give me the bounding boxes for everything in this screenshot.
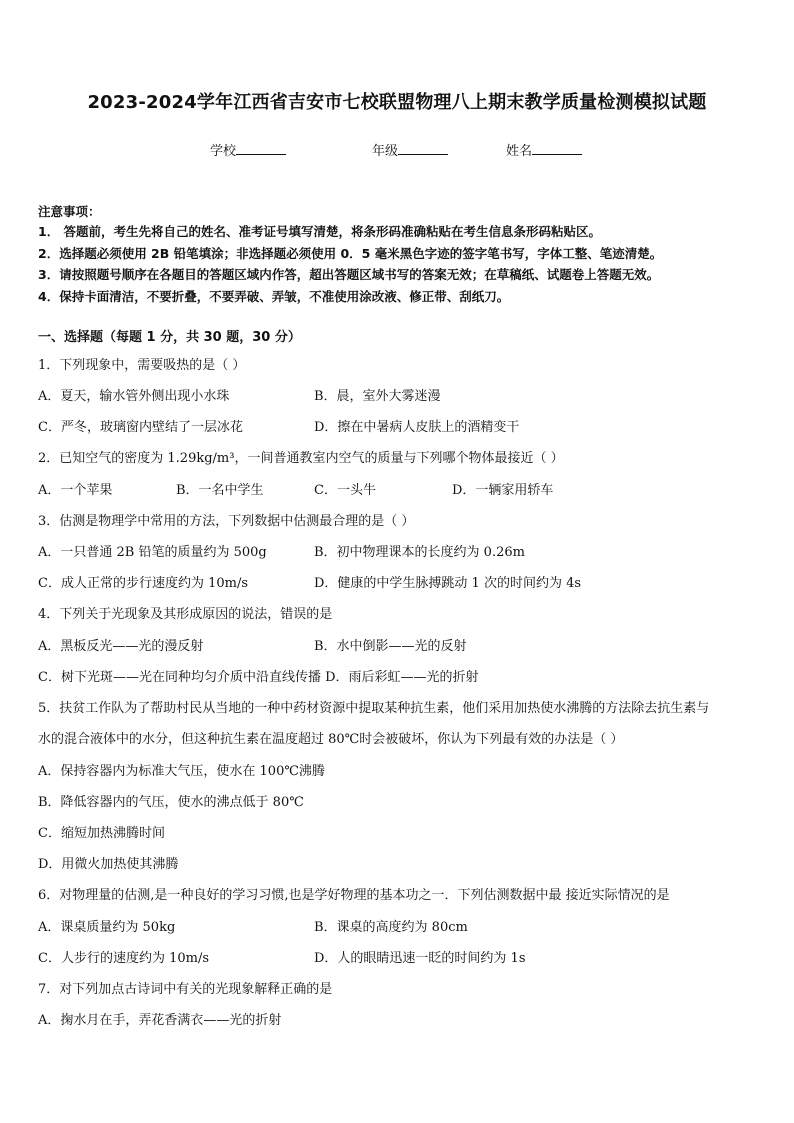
q6-option-c: C．人步行的速度约为 10m/s	[38, 951, 209, 966]
q2-option-b: B．一名中学生	[176, 483, 264, 498]
school-blank[interactable]	[236, 142, 286, 155]
q5-option-a: A．保持容器内为标准大气压，使水在 100℃沸腾	[38, 764, 325, 779]
note-item-1: 1． 答题前，考生先将自己的姓名、准考证号填写清楚，将条形码准确粘贴在考生信息条形码粘贴区。	[38, 224, 602, 239]
q1-option-b: B．晨，室外大雾迷漫	[314, 389, 441, 404]
q2-stem: 2．已知空气的密度为 1.29kg/m³，一间普通教室内空气的质量与下列哪个物体最接近（ ）	[38, 451, 564, 466]
q7-option-a: A．掬水月在手，弄花香满衣——光的折射	[38, 1013, 282, 1028]
note-item-3: 3．请按照题号顺序在各题目的答题区域内作答，超出答题区域书写的答案无效；在草稿纸、试题卷上答题无效。	[38, 267, 660, 282]
q4-stem: 4．下列关于光现象及其形成原因的说法，错误的是	[38, 607, 333, 622]
q5-option-d: D．用微火加热使其沸腾	[38, 857, 179, 872]
q6-option-b: B．课桌的高度约为 80cm	[314, 920, 468, 935]
q1-stem: 1．下列现象中，需要吸热的是（ ）	[38, 358, 246, 373]
q7-stem: 7．对下列加点古诗词中有关的光现象解释正确的是	[38, 982, 333, 997]
q2-option-c: C．一头牛	[314, 483, 376, 498]
q3-stem: 3．估测是物理学中常用的方法，下列数据中估测最合理的是（ ）	[38, 514, 415, 529]
q1-option-c: C．严冬，玻璃窗内壁结了一层冰花	[38, 420, 243, 435]
q3-option-d: D．健康的中学生脉搏跳动 1 次的时间约为 4s	[314, 576, 582, 591]
note-item-4: 4．保持卡面清洁，不要折叠，不要弄破、弄皱，不准使用涂改液、修正带、刮纸刀。	[38, 289, 510, 304]
grade-blank[interactable]	[398, 142, 448, 155]
q3-option-a: A．一只普通 2B 铅笔的质量约为 500g	[38, 545, 267, 560]
q1-option-d: D．擦在中暑病人皮肤上的酒精变干	[314, 420, 520, 435]
q6-option-a: A．课桌质量约为 50kg	[38, 920, 176, 935]
q3-option-b: B．初中物理课本的长度约为 0.26m	[314, 545, 525, 560]
grade-label: 年级	[372, 144, 399, 159]
q5-stem-line-2: 水的混合液体中的水分，但这种抗生素在温度超过 80℃时会被破坏，你认为下列最有效的办法是（ ）	[38, 732, 624, 747]
school-label: 学校	[210, 144, 237, 159]
q5-option-b: B．降低容器内的气压，使水的沸点低于 80℃	[38, 795, 304, 810]
name-blank[interactable]	[532, 142, 582, 155]
q6-stem: 6．对物理量的估测,是一种良好的学习习惯,也是学好物理的基本功之一．下列估测数据中最 接近实际情况的是	[38, 888, 670, 903]
page-title: 2023-2024学年江西省吉安市七校联盟物理八上期末教学质量检测模拟试题	[87, 92, 707, 113]
q5-stem-line-1: 5．扶贫工作队为了帮助村民从当地的一种中药材资源中提取某种抗生素，他们采用加热使水沸腾的方法除去抗生素与	[38, 701, 710, 716]
name-label: 姓名	[506, 144, 533, 159]
section-heading: 一、选择题（每题 1 分，共 30 题，30 分）	[38, 330, 301, 345]
q5-option-c: C．缩短加热沸腾时间	[38, 826, 165, 841]
q6-option-d: D．人的眼睛迅速一眨的时间约为 1s	[314, 951, 526, 966]
q1-option-a: A．夏天，输水管外侧出现小水珠	[38, 389, 230, 404]
q2-option-d: D．一辆家用轿车	[452, 483, 554, 498]
grade-field	[372, 140, 448, 159]
q2-option-a: A．一个苹果	[38, 483, 113, 498]
note-item-2: 2．选择题必须使用 2B 铅笔填涂；非选择题必须使用 0．5 毫米黑色字迹的签字笔书写，字体工整、笔迹清楚。	[38, 246, 663, 261]
notes-heading: 注意事项：	[38, 204, 101, 219]
q3-option-c: C．成人正常的步行速度约为 10m/s	[38, 576, 248, 591]
q4-option-b: B．水中倒影——光的反射	[314, 639, 467, 654]
name-field	[506, 140, 582, 159]
q4-option-a: A．黑板反光——光的漫反射	[38, 639, 204, 654]
school-field	[210, 140, 286, 159]
q4-option-cd: C．树下光斑——光在同种均匀介质中沿直线传播 D．雨后彩虹——光的折射	[38, 670, 479, 685]
